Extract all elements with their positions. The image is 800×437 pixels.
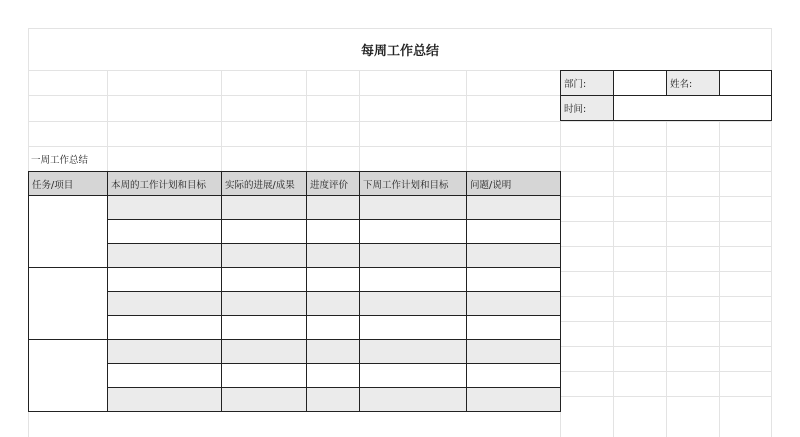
- plan-cell[interactable]: [108, 364, 222, 388]
- progress-cell[interactable]: [222, 292, 307, 316]
- table-row: [29, 244, 561, 268]
- department-label: 部门:: [561, 71, 614, 96]
- table-header-row: [29, 172, 561, 196]
- header-issues: 问题/说明: [467, 172, 561, 196]
- rating-cell[interactable]: [307, 364, 360, 388]
- time-label: 时间:: [561, 96, 614, 120]
- rating-cell[interactable]: [307, 292, 360, 316]
- header-next-week-plan: 下周工作计划和目标: [360, 172, 467, 196]
- plan-cell[interactable]: [108, 268, 222, 292]
- issues-cell[interactable]: [467, 292, 561, 316]
- next-plan-cell[interactable]: [360, 292, 467, 316]
- issues-cell[interactable]: [467, 244, 561, 268]
- next-plan-cell[interactable]: [360, 220, 467, 244]
- header-actual-progress: 实际的进展/成果: [222, 172, 307, 196]
- next-plan-cell[interactable]: [360, 268, 467, 292]
- table-row: [29, 388, 561, 412]
- plan-cell[interactable]: [108, 388, 222, 412]
- info-box: [560, 70, 772, 121]
- issues-cell[interactable]: [467, 268, 561, 292]
- progress-cell[interactable]: [222, 388, 307, 412]
- department-field[interactable]: [614, 71, 667, 96]
- table-row: [29, 364, 561, 388]
- name-label: 姓名:: [667, 71, 720, 96]
- progress-cell[interactable]: [222, 316, 307, 340]
- progress-cell[interactable]: [222, 196, 307, 220]
- rating-cell[interactable]: [307, 220, 360, 244]
- rating-cell[interactable]: [307, 196, 360, 220]
- header-task: 任务/项目: [29, 172, 108, 196]
- table-row: [29, 220, 561, 244]
- progress-cell[interactable]: [222, 220, 307, 244]
- rating-cell[interactable]: [307, 316, 360, 340]
- next-plan-cell[interactable]: [360, 196, 467, 220]
- plan-cell[interactable]: [108, 220, 222, 244]
- time-field[interactable]: [614, 96, 771, 120]
- table-row: [29, 268, 561, 292]
- issues-cell[interactable]: [467, 388, 561, 412]
- rating-cell[interactable]: [307, 340, 360, 364]
- issues-cell[interactable]: [467, 364, 561, 388]
- next-plan-cell[interactable]: [360, 244, 467, 268]
- task-cell[interactable]: [29, 268, 108, 340]
- next-plan-cell[interactable]: [360, 316, 467, 340]
- header-progress-rating: 进度评价: [307, 172, 360, 196]
- progress-cell[interactable]: [222, 340, 307, 364]
- summary-table: [28, 171, 561, 412]
- task-cell[interactable]: [29, 196, 108, 268]
- next-plan-cell[interactable]: [360, 364, 467, 388]
- rating-cell[interactable]: [307, 388, 360, 412]
- issues-cell[interactable]: [467, 316, 561, 340]
- next-plan-cell[interactable]: [360, 340, 467, 364]
- plan-cell[interactable]: [108, 316, 222, 340]
- next-plan-cell[interactable]: [360, 388, 467, 412]
- plan-cell[interactable]: [108, 340, 222, 364]
- issues-cell[interactable]: [467, 340, 561, 364]
- table-row: [29, 316, 561, 340]
- table-row: [29, 340, 561, 364]
- issues-cell[interactable]: [467, 220, 561, 244]
- plan-cell[interactable]: [108, 244, 222, 268]
- progress-cell[interactable]: [222, 268, 307, 292]
- plan-cell[interactable]: [108, 196, 222, 220]
- progress-cell[interactable]: [222, 244, 307, 268]
- section-label: 一周工作总结: [31, 154, 89, 166]
- name-field[interactable]: [720, 71, 771, 96]
- rating-cell[interactable]: [307, 244, 360, 268]
- plan-cell[interactable]: [108, 292, 222, 316]
- table-row: [29, 196, 561, 220]
- issues-cell[interactable]: [467, 196, 561, 220]
- progress-cell[interactable]: [222, 364, 307, 388]
- table-row: [29, 292, 561, 316]
- page-title: 每周工作总结: [360, 43, 439, 59]
- rating-cell[interactable]: [307, 268, 360, 292]
- header-weekly-plan: 本周的工作计划和目标: [108, 172, 222, 196]
- task-cell[interactable]: [29, 340, 108, 412]
